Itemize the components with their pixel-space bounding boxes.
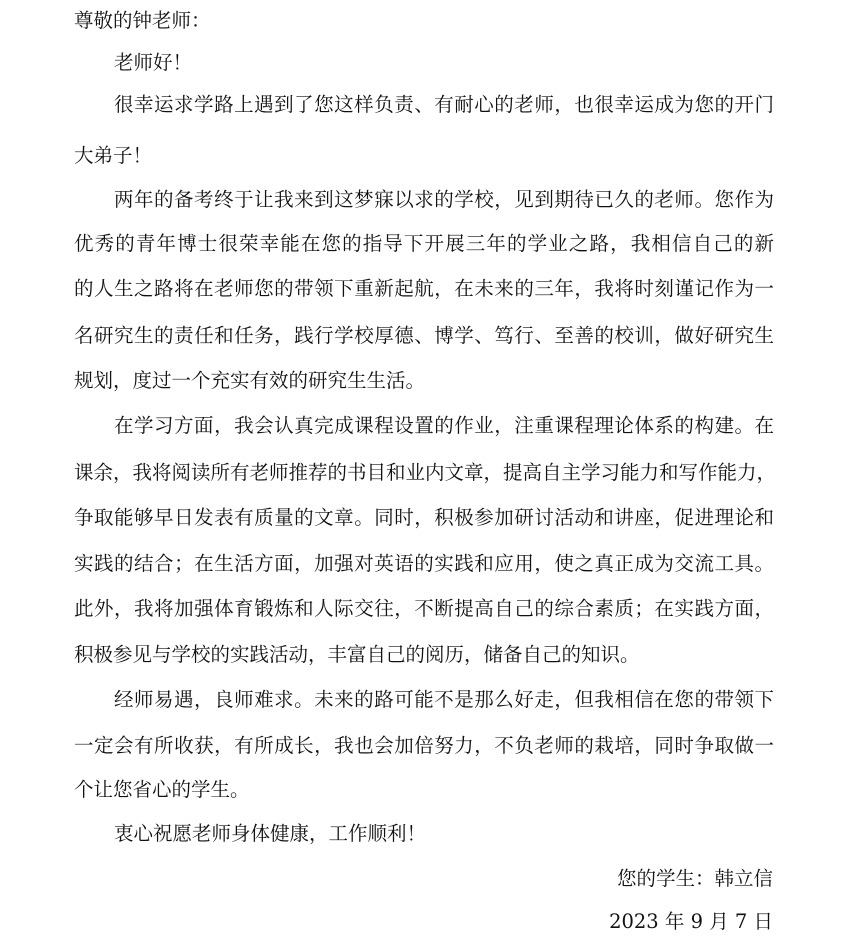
paragraph-3-line-4: 实践的结合；在生活方面，加强对英语的实践和应用，使之真正成为交流工具。	[74, 552, 774, 575]
paragraph-4-line-3: 个让您省心的学生。	[74, 778, 250, 801]
paragraph-2-line-5: 规划，度过一个充实有效的研究生生活。	[74, 369, 426, 392]
paragraph-4-line-2: 一定会有所收获，有所成长，我也会加倍努力，不负老师的栽培，同时争取做一	[74, 734, 774, 757]
paragraph-4-line-1: 经师易遇，良师难求。未来的路可能不是那么好走，但我相信在您的带领下	[114, 688, 774, 711]
paragraph-1-line-1: 很幸运求学路上遇到了您这样负责、有耐心的老师，也很幸运成为您的开门	[114, 93, 774, 116]
paragraph-2-line-3: 的人生之路将在老师您的带领下重新起航，在未来的三年，我将时刻谨记作为一	[74, 277, 774, 300]
paragraph-3-line-2: 课余，我将阅读所有老师推荐的书目和业内文章，提高自主学习能力和写作能力，	[74, 461, 777, 484]
date: 2023 年 9 月 7 日	[609, 910, 773, 933]
salutation: 尊敬的钟老师：	[74, 9, 211, 32]
paragraph-3-line-3: 争取能够早日发表有质量的文章。同时，积极参加研讨活动和讲座，促进理论和	[74, 506, 774, 529]
paragraph-2-line-1: 两年的备考终于让我来到这梦寐以求的学校，见到期待已久的老师。您作为	[114, 188, 774, 211]
paragraph-3-line-1: 在学习方面，我会认真完成课程设置的作业，注重课程理论体系的构建。在	[114, 414, 774, 437]
paragraph-2-line-2: 优秀的青年博士很荣幸能在您的指导下开展三年的学业之路，我相信自己的新	[74, 232, 774, 255]
signature: 您的学生：韩立信	[616, 867, 773, 890]
paragraph-1-line-2: 大弟子！	[74, 144, 153, 167]
greeting: 老师好！	[114, 51, 193, 74]
paragraph-3-line-5: 此外，我将加强体育锻炼和人际交往，不断提高自己的综合素质；在实践方面，	[74, 597, 774, 620]
paragraph-3-line-6: 积极参见与学校的实践活动，丰富自己的阅历，储备自己的知识。	[74, 643, 640, 666]
closing-wish: 衷心祝愿老师身体健康，工作顺利！	[114, 822, 427, 845]
paragraph-2-line-4: 名研究生的责任和任务，践行学校厚德、博学、笃行、至善的校训，做好研究生	[74, 324, 774, 347]
